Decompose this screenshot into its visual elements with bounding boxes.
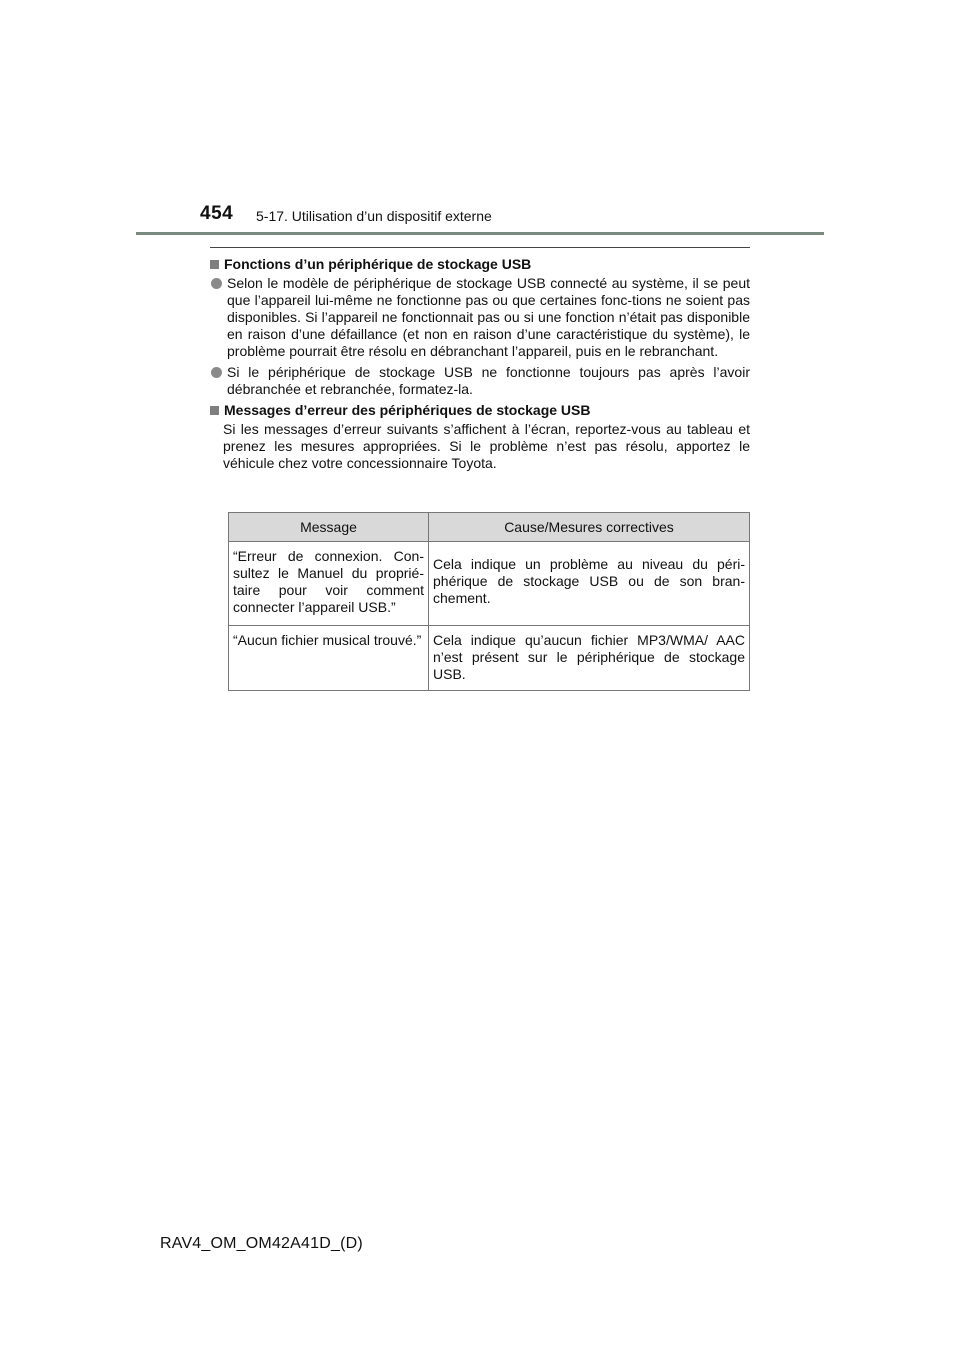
list-item-text: Si le périphérique de stockage USB ne fonctionne toujours pas après l’avoir débranchée et rebranchée, formatez-la. xyxy=(227,364,750,397)
column-header-message: Message xyxy=(229,513,429,542)
section-heading-text: Messages d’erreur des périphériques de stockage USB xyxy=(224,402,591,418)
table-cell-message: “Aucun fichier musical trouvé.” xyxy=(229,626,429,691)
section-paragraph: Si les messages d’erreur suivants s’affichent à l’écran, reportez-vous au tableau et prenez les mesures appropriées. Si le problème n’est pas résolu, apportez le véhicule chez votre concessionnaire Toyota. xyxy=(223,421,750,471)
table-header-row xyxy=(229,513,750,542)
table-row xyxy=(229,542,750,626)
section-heading-error-messages xyxy=(210,402,750,419)
section-divider xyxy=(210,247,750,248)
main-content xyxy=(210,256,750,487)
chapter-title: 5-17. Utilisation d’un dispositif externe xyxy=(256,208,492,224)
page-number: 454 xyxy=(200,203,234,224)
square-bullet-icon xyxy=(210,406,219,415)
document-code: RAV4_OM_OM42A41D_(D) xyxy=(160,1235,363,1252)
error-message-table xyxy=(228,512,750,691)
square-bullet-icon xyxy=(210,260,219,269)
circle-bullet-icon xyxy=(211,278,222,289)
list-item xyxy=(210,275,750,360)
header-divider xyxy=(136,232,824,235)
table-cell-cause: Cela indique qu’aucun fichier MP3/WMA/ AAC n’est présent sur le périphérique de stockage USB. xyxy=(429,626,750,691)
table-cell-message: “Erreur de connexion. Con-sultez le Manuel du proprié-taire pour voir comment connecter l’appareil USB.” xyxy=(229,542,429,626)
section-heading-text: Fonctions d’un périphérique de stockage USB xyxy=(224,256,532,272)
column-header-cause: Cause/Mesures correctives xyxy=(429,513,750,542)
table-cell-cause: Cela indique un problème au niveau du péri-phérique de stockage USB ou de son bran-chement. xyxy=(429,542,750,626)
list-item-text: Selon le modèle de périphérique de stockage USB connecté au système, il se peut que l’appareil lui-même ne fonctionne pas ou que certaines fonc-tions ne soient pas disponibles. Si l’appareil ne fonctionnait pas ou si une fonction n’était pas disponible en raison d’une défaillance (et non en raison d’une caractéristique du système), le problème pourrait être résolu en débranchant l’appareil, puis en le rebranchant. xyxy=(227,275,750,359)
list-item xyxy=(210,364,750,398)
section-heading-usb-functions xyxy=(210,256,750,273)
circle-bullet-icon xyxy=(211,367,222,378)
table-row xyxy=(229,626,750,691)
